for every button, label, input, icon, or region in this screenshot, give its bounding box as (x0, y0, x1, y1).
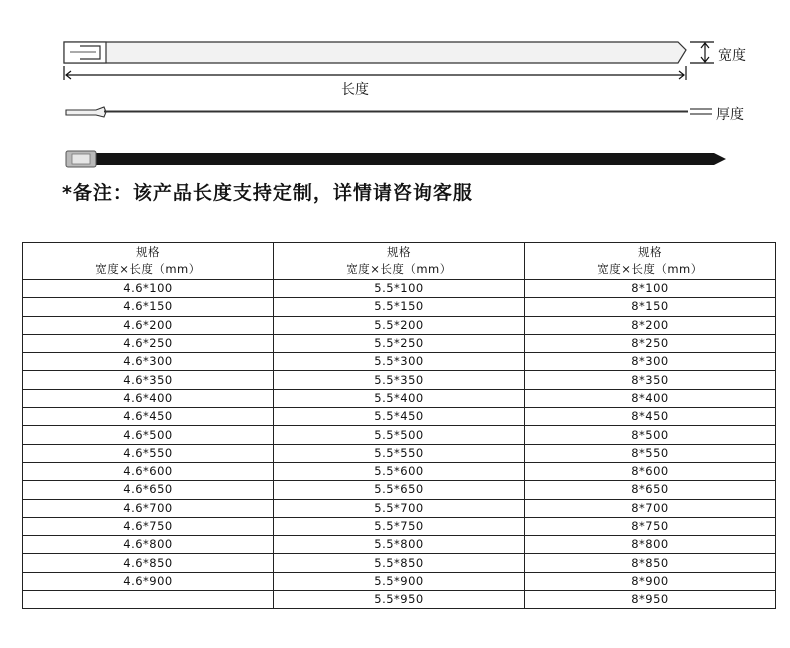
table-row (23, 389, 776, 407)
table-row (23, 554, 776, 572)
customization-note: *备注：该产品长度支持定制，详情请咨询客服 (62, 182, 473, 204)
header-unit: 宽度×长度（mm） (597, 262, 703, 276)
table-cell: 5.5*250 (274, 334, 525, 352)
table-cell: 8*850 (525, 554, 776, 572)
length-label: 长度 (341, 82, 369, 98)
thickness-dimension (690, 109, 712, 114)
table-cell: 8*150 (525, 298, 776, 316)
table-cell: 4.6*900 (23, 572, 274, 590)
table-cell: 4.6*300 (23, 353, 274, 371)
table-row (23, 280, 776, 298)
table-cell: 4.6*350 (23, 371, 274, 389)
header-cell (23, 243, 274, 280)
table-header-row (23, 243, 776, 280)
table-row (23, 371, 776, 389)
header-unit: 宽度×长度（mm） (346, 262, 452, 276)
table-cell: 8*200 (525, 316, 776, 334)
header-unit: 宽度×长度（mm） (95, 262, 201, 276)
table-cell: 4.6*450 (23, 408, 274, 426)
table-row (23, 298, 776, 316)
header-cell (525, 243, 776, 280)
table-row (23, 572, 776, 590)
table-row (23, 536, 776, 554)
table-cell: 5.5*600 (274, 462, 525, 480)
table-cell: 4.6*500 (23, 426, 274, 444)
header-title: 规格 (387, 245, 411, 259)
table-cell: 4.6*550 (23, 444, 274, 462)
table-cell: 5.5*800 (274, 536, 525, 554)
table-row (23, 334, 776, 352)
table-cell: 4.6*400 (23, 389, 274, 407)
table-cell: 4.6*650 (23, 481, 274, 499)
width-label: 宽度 (718, 48, 746, 64)
table-row (23, 408, 776, 426)
strap-side-view (66, 107, 688, 117)
table-cell: 4.6*150 (23, 298, 274, 316)
header-cell (274, 243, 525, 280)
table-row (23, 591, 776, 609)
table-cell: 5.5*650 (274, 481, 525, 499)
table-cell: 8*350 (525, 371, 776, 389)
table-cell: 8*800 (525, 536, 776, 554)
table-cell: 5.5*950 (274, 591, 525, 609)
spec-table (22, 242, 776, 609)
table-cell: 8*650 (525, 481, 776, 499)
table-row (23, 444, 776, 462)
table-cell: 8*300 (525, 353, 776, 371)
table-cell: 5.5*750 (274, 517, 525, 535)
table-body (23, 280, 776, 609)
table-cell: 5.5*500 (274, 426, 525, 444)
width-dimension (690, 42, 714, 63)
table-row (23, 517, 776, 535)
table-cell: 8*600 (525, 462, 776, 480)
table-cell: 5.5*100 (274, 280, 525, 298)
table-cell: 4.6*700 (23, 499, 274, 517)
table-cell (23, 591, 274, 609)
table-cell: 4.6*850 (23, 554, 274, 572)
table-row (23, 316, 776, 334)
table-cell: 4.6*250 (23, 334, 274, 352)
table-row (23, 481, 776, 499)
table-cell: 5.5*450 (274, 408, 525, 426)
table-cell: 5.5*400 (274, 389, 525, 407)
thickness-label: 厚度 (716, 107, 744, 123)
header-title: 规格 (638, 245, 662, 259)
table-cell: 8*250 (525, 334, 776, 352)
table-cell: 8*750 (525, 517, 776, 535)
table-row (23, 499, 776, 517)
table-cell: 5.5*300 (274, 353, 525, 371)
table-row (23, 353, 776, 371)
header-title: 规格 (136, 245, 160, 259)
strap-top-view (64, 42, 686, 63)
table-cell: 4.6*100 (23, 280, 274, 298)
table-cell: 8*700 (525, 499, 776, 517)
black-strap (66, 151, 726, 167)
table-cell: 8*950 (525, 591, 776, 609)
table-cell: 8*550 (525, 444, 776, 462)
table-cell: 8*900 (525, 572, 776, 590)
table-cell: 5.5*350 (274, 371, 525, 389)
table-cell: 8*500 (525, 426, 776, 444)
table-cell: 5.5*200 (274, 316, 525, 334)
table-cell: 5.5*850 (274, 554, 525, 572)
table-cell: 5.5*700 (274, 499, 525, 517)
table-cell: 4.6*200 (23, 316, 274, 334)
table-cell: 4.6*750 (23, 517, 274, 535)
length-dimension (64, 66, 686, 80)
table-cell: 8*400 (525, 389, 776, 407)
table-cell: 8*450 (525, 408, 776, 426)
table-cell: 4.6*800 (23, 536, 274, 554)
table-cell: 5.5*150 (274, 298, 525, 316)
table-cell: 5.5*550 (274, 444, 525, 462)
table-cell: 4.6*600 (23, 462, 274, 480)
table-row (23, 426, 776, 444)
table-cell: 8*100 (525, 280, 776, 298)
table-cell: 5.5*900 (274, 572, 525, 590)
table-row (23, 462, 776, 480)
